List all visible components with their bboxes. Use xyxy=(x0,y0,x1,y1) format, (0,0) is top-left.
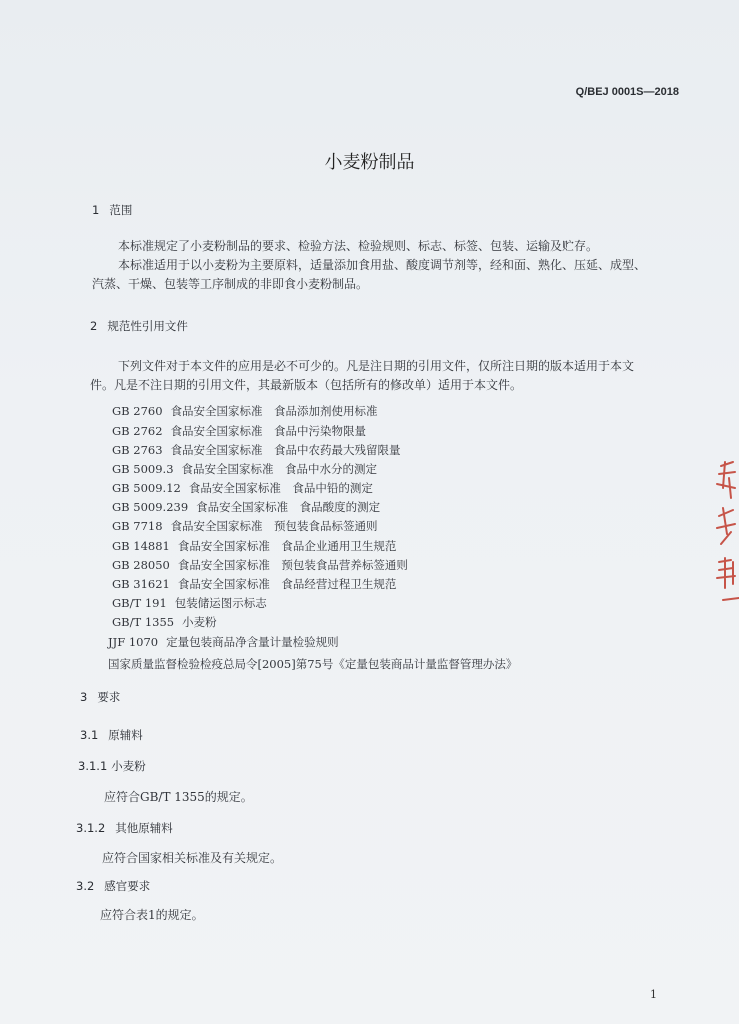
scope-paragraph-2b: 汽蒸、干燥、包装等工序制成的非即食小麦粉制品。 xyxy=(92,277,369,291)
reference-code: JJF 1070 xyxy=(108,635,159,649)
document-title: 小麦粉制品 xyxy=(324,152,415,173)
red-seal-stamp xyxy=(713,458,739,608)
other-materials-requirement: 应符合国家相关标准及有关规定。 xyxy=(102,851,283,865)
reference-item xyxy=(112,614,217,630)
reference-code: GB/T 191 xyxy=(112,596,167,610)
reference-item xyxy=(108,656,517,672)
reference-code: GB 31621 xyxy=(112,577,170,591)
section-3-1-1-heading xyxy=(78,758,146,774)
section-title: 要求 xyxy=(97,690,121,704)
reference-item xyxy=(112,576,396,592)
reference-title: 食品安全国家标准 食品中水分的测定 xyxy=(181,462,378,476)
refs-intro-b: 件。凡是不注日期的引用文件，其最新版本（包括所有的修改单）适用于本文件。 xyxy=(90,378,523,392)
reference-code: GB 2760 xyxy=(112,404,163,418)
refs-intro-a: 下列文件对于本文件的应用是必不可少的。凡是注日期的引用文件，仅所注日期的版本适用于本文 xyxy=(118,359,635,373)
reference-title: 食品安全国家标准 食品经营过程卫生规范 xyxy=(177,577,397,591)
section-number: 3.1 xyxy=(80,728,99,742)
reference-title: 食品安全国家标准 食品添加剂使用标准 xyxy=(170,404,378,418)
section-number: 3 xyxy=(80,690,88,704)
reference-item xyxy=(112,442,401,458)
reference-title: 国家质量监督检验检疫总局令[2005]第75号《定量包装商品计量监督管理办法》 xyxy=(108,657,518,671)
wheat-flour-requirement: 应符合GB/T 1355的规定。 xyxy=(104,790,253,804)
section-number: 1 xyxy=(92,203,100,217)
reference-title: 定量包装商品净含量计量检验规则 xyxy=(166,635,339,649)
section-3-2-heading xyxy=(76,878,150,894)
reference-code: GB 2763 xyxy=(112,443,163,457)
reference-item xyxy=(112,423,366,439)
section-number: 3.1.2 xyxy=(76,821,106,835)
section-3-1-heading xyxy=(80,727,143,743)
reference-title: 食品安全国家标准 预包装食品标签通则 xyxy=(170,519,378,533)
scope-paragraph-2a: 本标准适用于以小麦粉为主要原料，适量添加食用盐、酸度调节剂等，经和面、熟化、压延、成型、 xyxy=(118,258,647,272)
reference-item xyxy=(112,518,378,534)
reference-title: 食品安全国家标准 食品中铅的测定 xyxy=(188,481,373,495)
reference-item xyxy=(112,499,380,515)
reference-title: 食品安全国家标准 预包装食品营养标签通则 xyxy=(177,558,408,572)
section-title: 原辅料 xyxy=(108,728,143,742)
section-1-heading xyxy=(92,202,132,218)
reference-item xyxy=(112,461,377,477)
reference-item xyxy=(112,538,396,554)
section-3-1-2-heading xyxy=(76,820,173,836)
section-title: 小麦粉 xyxy=(111,759,146,773)
reference-code: GB 14881 xyxy=(112,539,170,553)
reference-item xyxy=(112,480,373,496)
section-title: 感官要求 xyxy=(104,879,151,893)
reference-code: GB/T 1355 xyxy=(112,615,175,629)
reference-item xyxy=(112,595,267,611)
reference-title: 食品安全国家标准 食品中农药最大残留限量 xyxy=(170,443,401,457)
section-number: 3.1.1 xyxy=(78,759,108,773)
reference-item xyxy=(108,634,339,650)
section-3-heading xyxy=(80,689,120,705)
reference-code: GB 7718 xyxy=(112,519,163,533)
reference-code: GB 28050 xyxy=(112,558,170,572)
section-number: 2 xyxy=(90,319,98,333)
scope-paragraph-1: 本标准规定了小麦粉制品的要求、检验方法、检验规则、标志、标签、包装、运输及贮存。 xyxy=(118,239,599,253)
reference-code: GB 5009.12 xyxy=(112,481,181,495)
reference-title: 包装储运图示标志 xyxy=(174,596,267,610)
reference-title: 小麦粉 xyxy=(182,615,217,629)
section-2-heading xyxy=(90,318,188,334)
reference-title: 食品安全国家标准 食品企业通用卫生规范 xyxy=(177,539,397,553)
reference-code: GB 5009.239 xyxy=(112,500,189,514)
sensory-requirement: 应符合表1的规定。 xyxy=(100,908,204,922)
page-number: 1 xyxy=(650,988,657,1001)
section-title: 其他原辅料 xyxy=(115,821,173,835)
section-title: 范围 xyxy=(109,203,133,217)
section-title: 规范性引用文件 xyxy=(107,319,188,333)
reference-title: 食品安全国家标准 食品中污染物限量 xyxy=(170,424,367,438)
reference-code: GB 2762 xyxy=(112,424,163,438)
reference-item xyxy=(112,403,378,419)
section-number: 3.2 xyxy=(76,879,95,893)
reference-item xyxy=(112,557,408,573)
standard-code: Q/BEJ 0001S—2018 xyxy=(575,86,679,98)
reference-title: 食品安全国家标准 食品酸度的测定 xyxy=(196,500,381,514)
reference-code: GB 5009.3 xyxy=(112,462,174,476)
